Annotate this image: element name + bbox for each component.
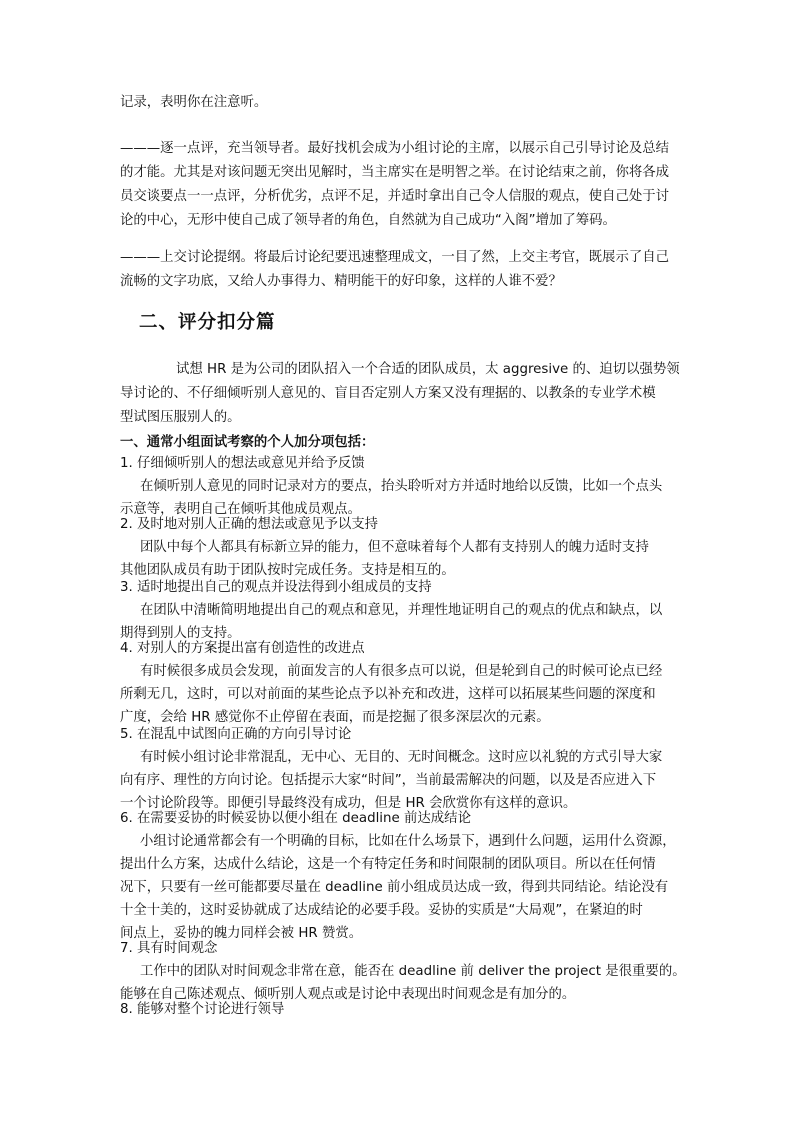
item-body-line: 向有序、理性的方向讨论。包括提示大家“时间”，当前最需解决的问题，以及是否应进入下: [120, 773, 657, 788]
item-body-line: 在团队中清晰简明地提出自己的观点和意见，并理性地证明自己的观点的优点和缺点，以: [140, 603, 663, 618]
item-body-line: 小组讨论通常都会有一个明确的目标，比如在什么场景下，遇到什么问题，运用什么资源，: [140, 834, 676, 849]
item-title: 8. 能够对整个讨论进行领导: [120, 1002, 285, 1017]
item-body-line: 有时候小组讨论非常混乱，无中心、无目的、无时间概念。这时应以礼貌的方式引导大家: [140, 750, 663, 765]
paragraph-line: 试想 HR 是为公司的团队招入一个合适的团队成员，太 aggresive 的、迫切以强势领: [176, 362, 680, 377]
item-body-line: 提出什么方案，达成什么结论，这是一个有特定任务和时间限制的团队项目。所以在任何情: [120, 857, 656, 872]
item-title: 2. 及时地对别人正确的想法或意见予以支持: [120, 517, 379, 532]
section-title: 二、评分扣分篇: [139, 312, 276, 333]
item-title: 5. 在混乱中试图向正确的方向引导讨论: [120, 727, 352, 742]
paragraph-line: 导讨论的、不仔细倾听别人意见的、盲目否定别人方案又没有理据的、以教条的专业学术模: [120, 386, 656, 401]
paragraph-line: 员交谈要点一一点评，分析优劣，点评不足，并适时拿出自己令人信服的观点，使自己处于讨: [120, 189, 670, 204]
paragraph-line: 论的中心，无形中使自己成了领导者的角色，自然就为自己成功“入阁”增加了筹码。: [120, 213, 616, 228]
paragraph-line: 型试图压服别人的。: [120, 410, 241, 425]
item-body-line: 广度，会给 HR 感觉你不止停留在表面，而是挖掘了很多深层次的元素。: [120, 710, 550, 725]
paragraph-line: 流畅的文字功底，又给人办事得力、精明能干的好印象，这样的人谁不爱？: [120, 274, 562, 289]
paragraph-line: ———逐一点评，充当领导者。最好找机会成为小组讨论的主席，以展示自己引导讨论及总结: [120, 141, 670, 156]
item-title: 1. 仔细倾听别人的想法或意见并给予反馈: [120, 456, 365, 471]
paragraph-line: 的才能。尤其是对该问题无突出见解时，当主席实在是明智之举。在讨论结束之前，你将各成: [120, 165, 670, 180]
intro-tail-line: 记录，表明你在注意听。: [120, 95, 268, 110]
item-body-line: 期得到别人的支持。: [120, 626, 241, 641]
paragraph-line: ———上交讨论提纲。将最后讨论纪要迅速整理成文，一目了然，上交主考官，既展示了自己: [120, 250, 670, 265]
bonus-heading: 一、通常小组面试考察的个人加分项包括：: [120, 435, 375, 450]
item-title: 6. 在需要妥协的时候妥协以便小组在 deadline 前达成结论: [120, 811, 471, 826]
item-body-line: 其他团队成员有助于团队按时完成任务。支持是相互的。: [120, 563, 455, 578]
item-body-line: 间点上，妥协的魄力同样会被 HR 赞赏。: [120, 926, 363, 941]
item-body-line: 况下，只要有一丝可能都要尽量在 deadline 前小组成员达成一致，得到共同结论。结论没有: [120, 880, 669, 895]
item-body-line: 一个讨论阶段等。即便引导最终没有成功，但是 HR 会欣赏你有这样的意识。: [120, 796, 577, 811]
item-body-line: 团队中每个人都具有标新立异的能力，但不意味着每个人都有支持别人的魄力适时支持: [140, 540, 649, 555]
item-title: 3. 适时地提出自己的观点并设法得到小组成员的支持: [120, 580, 432, 595]
item-title: 7. 具有时间观念: [120, 941, 218, 956]
item-body-line: 能够在自己陈述观点、倾听别人观点或是讨论中表现出时间观念是有加分的。: [120, 987, 576, 1002]
item-body-line: 工作中的团队对时间观念非常在意，能否在 deadline 前 deliver the project 是很重要的。: [140, 964, 686, 979]
item-title: 4. 对别人的方案提出富有创造性的改进点: [120, 641, 365, 656]
item-body-line: 示意等，表明自己在倾听其他成员观点。: [120, 502, 362, 517]
item-body-line: 有时候很多成员会发现，前面发言的人有很多点可以说，但是轮到自己的时候可论点已经: [140, 664, 663, 679]
item-body-line: 在倾听别人意见的同时记录对方的要点，抬头聆听对方并适时地给以反馈，比如一个点头: [140, 479, 663, 494]
item-body-line: 十全十美的，这时妥协就成了达成结论的必要手段。妥协的实质是“大局观”，在紧迫的时: [120, 903, 643, 918]
item-body-line: 所剩无几，这时，可以对前面的某些论点予以补充和改进，这样可以拓展某些问题的深度和: [120, 687, 656, 702]
